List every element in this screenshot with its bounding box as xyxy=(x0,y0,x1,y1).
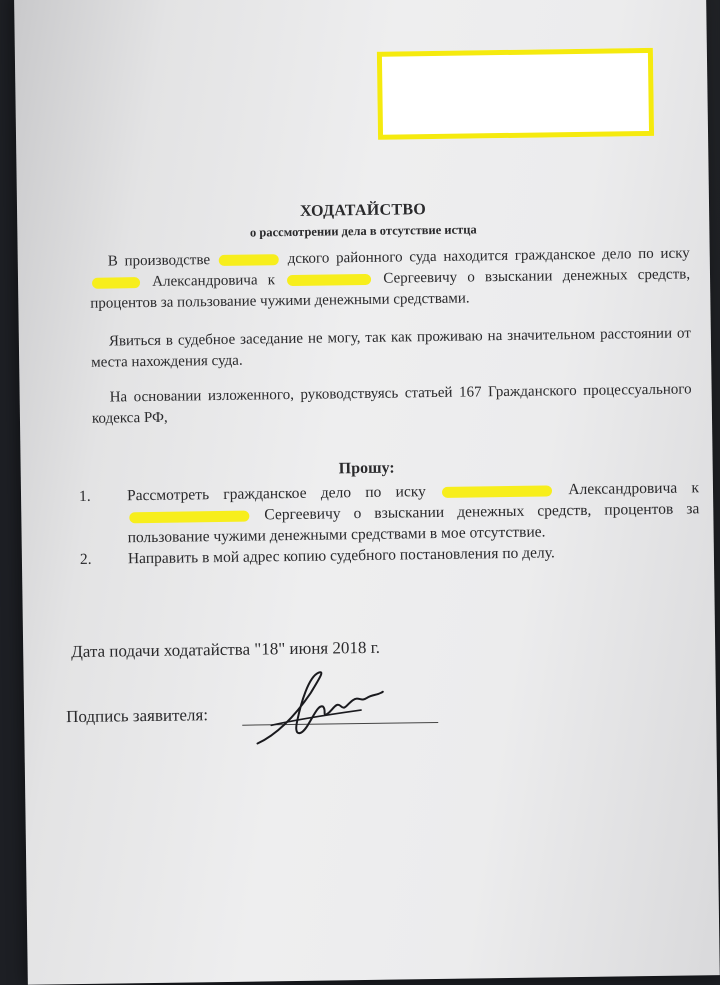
redaction-mark xyxy=(442,485,552,498)
para3-text: На основании изложенного, руководствуясь статьей 167 Гражданского процессуального кодекса РФ, xyxy=(91,381,692,427)
para2-text: Явиться в судебное заседание не могу, так как проживаю на значительном расстоянии от места нахождения суда. xyxy=(91,325,691,371)
signature-label: Подпись заявителя: xyxy=(65,705,209,727)
handwritten-signature xyxy=(248,662,399,754)
item1-part3: Сергеевичу о взыскании денежных средств, процентов за пользование чужими денежными средствами в мое отсутствие. xyxy=(127,500,700,547)
para1-part3: Александровича к xyxy=(152,272,276,290)
request-list xyxy=(79,477,700,570)
document-title: ХОДАТАЙСТВО xyxy=(299,201,427,220)
para1-part4: Сергеевичу о взыскании денежных средств, процентов за пользование чужими денежными средствами. xyxy=(90,266,691,312)
redaction-mark xyxy=(287,274,371,286)
item-text: Направить в мой адрес копию судебного постановления по делу. xyxy=(127,544,555,568)
request-heading: Прошу: xyxy=(338,459,395,478)
filing-date: Дата подачи ходатайства "18" июня 2018 г. xyxy=(71,637,381,662)
item-number: 2. xyxy=(79,550,92,568)
redaction-mark xyxy=(92,277,140,289)
list-item xyxy=(79,477,700,549)
redacted-address-box xyxy=(377,48,654,140)
paragraph-basis xyxy=(92,379,693,429)
item-text xyxy=(127,477,700,548)
redaction-mark xyxy=(129,511,249,524)
document-page xyxy=(14,0,720,985)
item1-part2: Александровича к xyxy=(568,479,700,499)
item1-part1: Рассмотреть гражданское дело по иску xyxy=(126,483,426,505)
para1-part2: дского районного суда находится гражданское дело по иску xyxy=(287,245,690,268)
item-number: 1. xyxy=(78,487,91,505)
paragraph-reason xyxy=(91,323,692,373)
redaction-mark xyxy=(219,254,279,266)
paragraph-case xyxy=(90,243,691,314)
para1-part1: В производстве xyxy=(107,252,211,270)
document-subtitle: о рассмотрении дела в отсутствие истца xyxy=(249,222,477,240)
